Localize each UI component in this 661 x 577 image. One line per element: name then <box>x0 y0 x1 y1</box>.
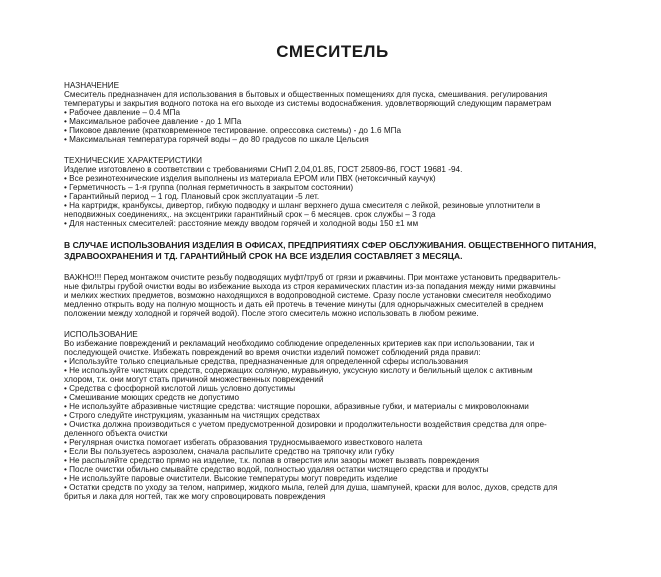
important-section <box>64 273 601 318</box>
usage-line: хлором, т.к. они могут стать причиной множественных повреждений <box>64 375 324 384</box>
usage-line: • Регулярная очистка помогает избегать образования трудносмываемого известкового налета <box>64 438 423 447</box>
important-line: положении между холодной и горячей водой). После этого смеситель можно использовать в любом режиме. <box>64 309 479 318</box>
warranty-notice <box>64 240 601 261</box>
usage-line: • Не используйте абразивные чистящие средства: чистящие порошки, абразивные губки, и материалы с микроволокнами <box>64 402 529 411</box>
specs-line: • Все резинотехнические изделия выполнены из материала EPOM или ПВХ (нетоксичный каучук) <box>64 174 436 183</box>
specs-heading: ТЕХНИЧЕСКИЕ ХАРАКТЕРИСТИКИ <box>64 156 202 165</box>
important-line: ные фильтры грубой очистки воды во избежание выхода из строя керамических пластин из-за попадания между ними ржавчины <box>64 282 556 291</box>
usage-line: • После очистки обильно смывайте средство водой, полностью удаляя остатки чистящего средства и продукты <box>64 465 489 474</box>
purpose-line: температуры и закрытия водного потока на его выходе из системы водоснабжения. удовлетворяющий следующим параметрам <box>64 99 552 108</box>
purpose-line: • Рабочее давление – 0.4 МПа <box>64 108 181 117</box>
usage-line: • Строго следуйте инструкциям, указанным на чистящих средствах <box>64 411 320 420</box>
usage-line: • Используйте только специальные средства, предназначенные для определенной сферы использования <box>64 357 469 366</box>
usage-line: • Остатки средств по уходу за телом, например, жидкого мыла, гелей для душа, шампуней, краски для волос, духов, средств для <box>64 483 558 492</box>
usage-line: деленного объекта очистки <box>64 429 168 438</box>
usage-heading: ИСПОЛЬЗОВАНИЕ <box>64 330 138 339</box>
usage-line: • Очистка должна производиться с учетом предусмотренной дозировки и продолжительности воздействия средства для опре- <box>64 420 547 429</box>
usage-line: • Не используйте паровые очистители. Высокие температуры могут повредить изделие <box>64 474 398 483</box>
specs-section <box>64 156 601 228</box>
purpose-line: • Максимальная температура горячей воды – до 80 градусов по шкале Цельсия <box>64 135 369 144</box>
specs-line: • Герметичность – 1-я группа (полная герметичность в закрытом состоянии) <box>64 183 354 192</box>
important-line: и мелких жестких предметов, возможно находящихся в водопроводной системе. Сразу после установки смесителя необходимо <box>64 291 552 300</box>
usage-line: бритья и лака для ногтей, так же могу спровоцировать повреждения <box>64 492 326 501</box>
specs-line: неподвижных соединениях,. на эксцентрики гарантийный срок – 6 месяцев. срок службы – 3 года <box>64 210 436 219</box>
purpose-line: • Пиковое давление (кратковременное тестирование. опрессовка системы) - до 1.6 МПа <box>64 126 402 135</box>
important-line: медленно открыть воду на полную мощность и дать ей протечь в течение минуты (для однорычажных смесителей в среднем <box>64 300 544 309</box>
usage-line: • Не распыляйте средство прямо на изделие, т.к. попав в отверстия или зазоры может вызвать повреждения <box>64 456 480 465</box>
usage-line: • Смешивание моющих средств не допустимо <box>64 393 240 402</box>
warranty-line: В СЛУЧАЕ ИСПОЛЬЗОВАНИЯ ИЗДЕЛИЯ В ОФИСАХ, ПРЕДПРИЯТИЯХ СФЕР ОБСЛУЖИВАНИЯ. ОБЩЕСТВЕННОГО ПИТАНИЯ, <box>64 240 597 250</box>
usage-section <box>64 330 601 501</box>
purpose-line: • Максимальное рабочее давление - до 1 МПа <box>64 117 242 126</box>
page-title: СМЕСИТЕЛЬ <box>276 42 389 61</box>
usage-line: Во избежание повреждений и рекламаций необходимо соблюдение определенных критериев как при использовании, так и <box>64 339 535 348</box>
specs-line: Изделие изготовлено в соответствии с требованиями СНиП 2,04,01.85, ГОСТ 25809-86, ГОСТ 19681 -94. <box>64 165 463 174</box>
specs-line: • Гарантийный период – 1 год. Плановый срок эксплуатации -5 лет. <box>64 192 320 201</box>
usage-line: • Средства с фосфорной кислотой лишь условно допустимы <box>64 384 296 393</box>
warranty-line: ЗДРАВООХРАНЕНИЯ И ТД. ГАРАНТИЙНЫЙ СРОК НА ВСЕ ИЗДЕЛИЯ СОСТАВЛЯЕТ 3 МЕСЯЦА. <box>64 250 463 261</box>
usage-line: • Не используйте чистящих средств, содержащих соляную, муравьиную, уксусную кислоту и белильный щелок с активным <box>64 366 533 375</box>
specs-line: • На картридж, кранбуксы, дивертор, гибкую подводку и шланг верхнего душа смесителя с лейкой, резиновые уплотнители в <box>64 201 541 210</box>
purpose-heading: НАЗНАЧЕНИЕ <box>64 81 120 90</box>
purpose-line: Смеситель предназначен для использования в бытовых и общественных помещениях для пуска, смешивания. регулирования <box>64 90 548 99</box>
important-line: ВАЖНО!!! Перед монтажом очистите резьбу подводящих муфт/труб от грязи и ржавчины. При монтаже установить предваритель- <box>64 273 561 282</box>
purpose-section <box>64 81 601 144</box>
usage-line: последующей очистке. Избежать повреждений во время очистки изделий поможет соблюдений ряда правил: <box>64 348 481 357</box>
usage-line: • Если Вы пользуетесь аэрозолем, сначала распылите средство на тряпочку или губку <box>64 447 395 456</box>
specs-line: • Для настенных смесителей: расстояние между вводом горячей и холодной воды 150 ±1 мм <box>64 219 419 228</box>
